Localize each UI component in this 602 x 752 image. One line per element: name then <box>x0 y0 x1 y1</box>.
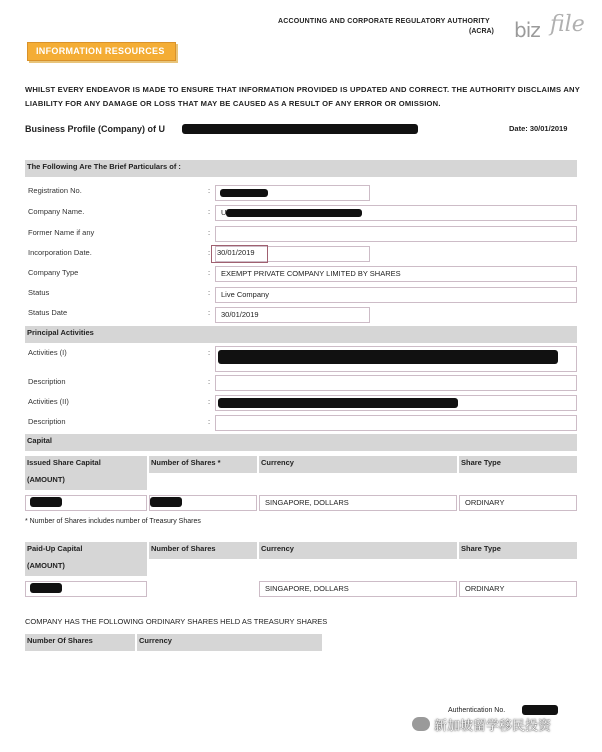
redacted-issued-number <box>150 497 182 507</box>
former-name-label: Former Name if any <box>28 228 95 237</box>
company-name-label: Company Name. <box>28 207 85 216</box>
principal-activities-heading: Principal Activities <box>25 326 577 343</box>
treasury-shares-note: * Number of Shares includes number of Treasury Shares <box>25 518 201 525</box>
redacted-activities-2 <box>218 398 458 408</box>
issued-share-type-header: Share Type <box>459 456 577 473</box>
redacted-registration <box>220 189 268 197</box>
capital-heading: Capital <box>25 434 577 451</box>
status-date-field: 30/01/2019 <box>215 307 370 323</box>
activities-2-label: Activities (II) <box>28 397 69 406</box>
company-type-label: Company Type <box>28 268 79 277</box>
wechat-icon <box>412 717 430 731</box>
colon: : <box>208 248 211 257</box>
paid-up-currency-header: Currency <box>259 542 457 559</box>
former-name-field <box>215 226 577 242</box>
paid-up-number-of-shares-header: Number of Shares <box>149 542 257 559</box>
status-label: Status <box>28 288 50 297</box>
issued-currency-cell: SINGAPORE, DOLLARS <box>259 495 457 511</box>
paid-up-amount-header: (AMOUNT) <box>25 559 147 576</box>
issued-share-type-cell: ORDINARY <box>459 495 577 511</box>
logo-text-biz: biz <box>514 18 540 42</box>
information-resources-banner <box>27 42 176 61</box>
redacted-issued-amount <box>30 497 62 507</box>
paid-up-share-type-cell: ORDINARY <box>459 581 577 597</box>
colon: : <box>208 228 211 237</box>
colon: : <box>208 348 211 357</box>
watermark-text: 新加坡留学移民投资 <box>434 719 552 734</box>
disclaimer-text: WHILST EVERY ENDEAVOR IS MADE TO ENSURE THAT INFORMATION PROVIDED IS UPDATED AND CORRECT. THE AUTHORITY DISCLAIMS ANY LIABILITY FOR ANY DAMAGE OR LOSS THAT MAY BE CAUSED AS A RESULT OF ANY ERROR OR OMISSION. <box>25 85 580 108</box>
colon: : <box>208 397 211 406</box>
treasury-statement: COMPANY HAS THE FOLLOWING ORDINARY SHARES HELD AS TREASURY SHARES <box>25 617 328 626</box>
organization-acronym: (ACRA) <box>469 28 494 35</box>
description-1-field <box>215 375 577 391</box>
status-date-label: Status Date <box>28 308 68 317</box>
colon: : <box>208 268 211 277</box>
incorporation-date-value: 30/01/2019 <box>211 245 268 263</box>
issued-amount-header: (AMOUNT) <box>25 473 147 490</box>
issued-number-of-shares-header: Number of Shares * <box>149 456 257 473</box>
watermark <box>412 714 588 736</box>
business-profile-title: Business Profile (Company) of U <box>25 124 166 134</box>
organization-name: ACCOUNTING AND CORPORATE REGULATORY AUTHORITY <box>278 18 490 25</box>
description-2-label: Description <box>28 417 66 426</box>
bizfile-logo <box>514 10 594 42</box>
issued-currency-header: Currency <box>259 456 457 473</box>
colon: : <box>208 377 211 386</box>
profile-date: Date: 30/01/2019 <box>509 124 568 133</box>
redacted-company-name <box>182 124 418 134</box>
logo-text-file: file <box>550 12 585 37</box>
paid-up-currency-cell: SINGAPORE, DOLLARS <box>259 581 457 597</box>
description-2-field <box>215 415 577 431</box>
treasury-currency-header: Currency <box>137 634 322 651</box>
particulars-heading: The Following Are The Brief Particulars of : <box>25 160 577 177</box>
incorporation-date-label: Incorporation Date. <box>28 248 92 257</box>
colon: : <box>208 186 211 195</box>
company-type-field: EXEMPT PRIVATE COMPANY LIMITED BY SHARES <box>215 266 577 282</box>
description-1-label: Description <box>28 377 66 386</box>
redacted-company-name-field <box>226 209 362 217</box>
colon: : <box>208 308 211 317</box>
activities-1-label: Activities (I) <box>28 348 67 357</box>
registration-label: Registration No. <box>28 186 82 195</box>
redacted-paid-up-amount <box>30 583 62 593</box>
company-name-field: U <box>215 205 577 221</box>
colon: : <box>208 417 211 426</box>
paid-up-share-type-header: Share Type <box>459 542 577 559</box>
colon: : <box>208 207 211 216</box>
issued-share-capital-header: Issued Share Capital <box>25 456 147 473</box>
colon: : <box>208 288 211 297</box>
status-field: Live Company <box>215 287 577 303</box>
redacted-activities-1 <box>218 350 558 364</box>
paid-up-capital-header: Paid-Up Capital <box>25 542 147 559</box>
banner-label: INFORMATION RESOURCES <box>36 46 165 56</box>
treasury-number-of-shares-header: Number Of Shares <box>25 634 135 651</box>
authentication-label: Authentication No. <box>448 707 506 714</box>
